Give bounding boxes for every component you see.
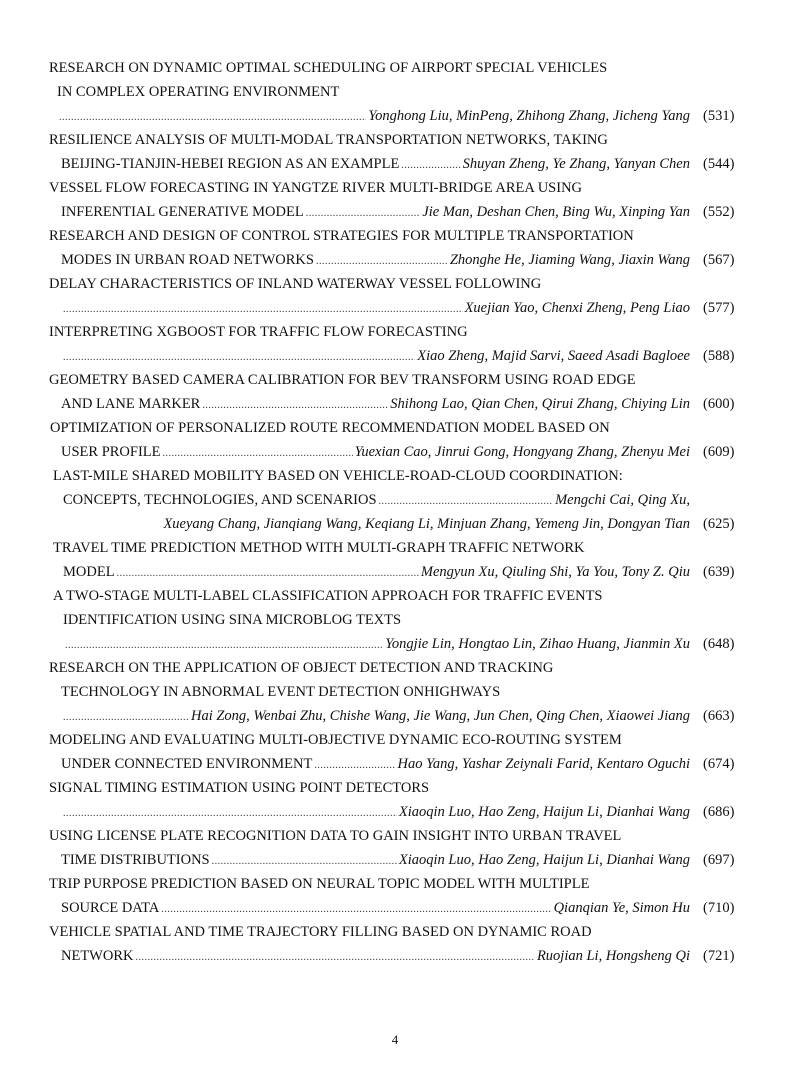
entry-title: USER PROFILE	[61, 444, 161, 460]
leader-dots	[401, 155, 460, 177]
toc-line	[49, 129, 608, 151]
entry-page: (721)	[703, 948, 735, 964]
toc-line	[61, 753, 690, 775]
entry-page: (674)	[703, 756, 735, 772]
entry-page: (710)	[703, 900, 735, 916]
page-number: 4	[391, 1032, 399, 1047]
entry-page: (663)	[703, 708, 735, 724]
toc-line	[49, 177, 582, 199]
entry-page: (625)	[703, 516, 735, 532]
leader-dots	[136, 947, 535, 969]
toc-line	[53, 537, 585, 559]
entry-title: CONCEPTS, TECHNOLOGIES, AND SCENARIOS	[63, 492, 377, 508]
entry-authors: Xiaoqin Luo, Hao Zeng, Haijun Li, Dianhai Wang	[398, 852, 690, 868]
toc-line	[61, 681, 500, 703]
toc-line	[50, 417, 610, 439]
leader-dots	[306, 203, 421, 225]
leader-dots	[65, 635, 383, 657]
leader-dots	[202, 395, 388, 417]
entry-authors: Zhonghe He, Jiaming Wang, Jiaxin Wang	[449, 252, 690, 268]
toc-line	[49, 57, 607, 79]
leader-dots	[163, 443, 353, 465]
entry-authors: Yongjie Lin, Hongtao Lin, Zihao Huang, Jianmin Xu	[385, 636, 690, 652]
toc-line	[133, 513, 690, 535]
toc-line	[49, 225, 634, 247]
toc-line	[61, 945, 690, 967]
leader-dots	[379, 491, 554, 513]
toc-line	[61, 249, 690, 271]
entry-title: LAST-MILE SHARED MOBILITY BASED ON VEHICLE-ROAD-CLOUD COORDINATION:	[53, 468, 623, 484]
toc-line	[49, 729, 622, 751]
leader-dots	[314, 755, 395, 777]
leader-dots	[59, 107, 366, 129]
toc-line	[57, 81, 339, 103]
entry-authors: Jie Man, Deshan Chen, Bing Wu, Xinping Yan	[422, 204, 690, 220]
entry-page: (588)	[703, 348, 735, 364]
entry-authors: Xiao Zheng, Majid Sarvi, Saeed Asadi Bagloee	[417, 348, 690, 364]
entry-title: IN COMPLEX OPERATING ENVIRONMENT	[57, 84, 340, 100]
toc-line	[63, 609, 401, 631]
entry-authors: Mengyun Xu, Qiuling Shi, Ya You, Tony Z. Qiu	[420, 564, 690, 580]
toc-line	[49, 369, 636, 391]
entry-authors: Shihong Lao, Qian Chen, Qirui Zhang, Chiying Lin	[390, 396, 690, 412]
entry-title: TRIP PURPOSE PREDICTION BASED ON NEURAL TOPIC MODEL WITH MULTIPLE	[49, 876, 590, 892]
entry-authors: Yonghong Liu, MinPeng, Zhihong Zhang, Jicheng Yang	[368, 108, 690, 124]
toc-line	[61, 801, 690, 823]
leader-dots	[63, 347, 415, 369]
entry-authors: Ruojian Li, Hongsheng Qi	[536, 948, 690, 964]
entry-page: (648)	[703, 636, 735, 652]
entry-page: (544)	[703, 156, 735, 172]
toc-line	[61, 441, 690, 463]
toc-line	[63, 633, 690, 655]
entry-authors: Hai Zong, Wenbai Zhu, Chishe Wang, Jie Wang, Jun Chen, Qing Chen, Xiaowei Jiang	[190, 708, 690, 724]
entry-title: TECHNOLOGY IN ABNORMAL EVENT DETECTION ONHIGHWAYS	[61, 684, 501, 700]
entry-title: SIGNAL TIMING ESTIMATION USING POINT DETECTORS	[49, 780, 430, 796]
entry-title: RESEARCH ON DYNAMIC OPTIMAL SCHEDULING OF AIRPORT SPECIAL VEHICLES	[49, 60, 608, 76]
entry-authors: Yuexian Cao, Jinrui Gong, Hongyang Zhang, Zhenyu Mei	[354, 444, 690, 460]
entry-title: UNDER CONNECTED ENVIRONMENT	[61, 756, 313, 772]
entry-page: (686)	[703, 804, 735, 820]
entry-title: VEHICLE SPATIAL AND TIME TRAJECTORY FILLING BASED ON DYNAMIC ROAD	[49, 924, 592, 940]
entry-title: MODELING AND EVALUATING MULTI-OBJECTIVE DYNAMIC ECO-ROUTING SYSTEM	[49, 732, 622, 748]
toc-line	[49, 273, 541, 295]
leader-dots	[117, 563, 419, 585]
entry-authors: Hao Yang, Yashar Zeiynali Farid, Kentaro Oguchi	[397, 756, 690, 772]
toc-line	[61, 153, 690, 175]
entry-title: MODEL	[63, 564, 115, 580]
entry-title: USING LICENSE PLATE RECOGNITION DATA TO GAIN INSIGHT INTO URBAN TRAVEL	[49, 828, 622, 844]
leader-dots	[212, 851, 397, 873]
entry-title: OPTIMIZATION OF PERSONALIZED ROUTE RECOMMENDATION MODEL BASED ON	[50, 420, 610, 436]
entry-authors: Shuyan Zheng, Ye Zhang, Yanyan Chen	[462, 156, 690, 172]
entry-title: BEIJING-TIANJIN-HEBEI REGION AS AN EXAMPLE	[61, 156, 400, 172]
toc-line	[61, 393, 690, 415]
entry-title: RESEARCH ON THE APPLICATION OF OBJECT DETECTION AND TRACKING	[49, 660, 554, 676]
entry-page: (697)	[703, 852, 735, 868]
entry-title: VESSEL FLOW FORECASTING IN YANGTZE RIVER MULTI-BRIDGE AREA USING	[49, 180, 583, 196]
toc-line	[49, 657, 553, 679]
entry-page: (600)	[703, 396, 735, 412]
entry-title: NETWORK	[61, 948, 134, 964]
toc-line	[49, 873, 589, 895]
leader-dots	[161, 899, 551, 921]
entry-page: (567)	[703, 252, 735, 268]
entry-title: AND LANE MARKER	[61, 396, 201, 412]
entry-page: (577)	[703, 300, 735, 316]
entry-page: (531)	[703, 108, 735, 124]
entry-title: SOURCE DATA	[61, 900, 160, 916]
entry-title: RESILIENCE ANALYSIS OF MULTI-MODAL TRANSPORTATION NETWORKS, TAKING	[49, 132, 608, 148]
leader-dots	[316, 251, 448, 273]
toc-line	[53, 585, 603, 607]
toc-line	[61, 201, 690, 223]
leader-dots	[63, 707, 189, 729]
entry-page: (639)	[703, 564, 735, 580]
entry-authors: Xueyang Chang, Jianqiang Wang, Keqiang Li, Minjuan Zhang, Yemeng Jin, Dongyan Tian	[163, 516, 690, 532]
entry-title: TRAVEL TIME PREDICTION METHOD WITH MULTI-GRAPH TRAFFIC NETWORK	[53, 540, 585, 556]
entry-title: IDENTIFICATION USING SINA MICROBLOG TEXTS	[63, 612, 402, 628]
entry-title: A TWO-STAGE MULTI-LABEL CLASSIFICATION APPROACH FOR TRAFFIC EVENTS	[53, 588, 603, 604]
entry-title: DELAY CHARACTERISTICS OF INLAND WATERWAY VESSEL FOLLOWING	[49, 276, 542, 292]
toc-line	[61, 849, 690, 871]
toc-line	[63, 489, 690, 511]
entry-authors: Mengchi Cai, Qing Xu,	[555, 492, 690, 508]
entry-title: RESEARCH AND DESIGN OF CONTROL STRATEGIES FOR MULTIPLE TRANSPORTATION	[49, 228, 634, 244]
toc-line	[61, 705, 690, 727]
toc-line	[61, 897, 690, 919]
entry-page: (609)	[703, 444, 735, 460]
toc-line	[49, 321, 468, 343]
entry-title: TIME DISTRIBUTIONS	[61, 852, 210, 868]
leader-dots	[63, 299, 463, 321]
leader-dots	[63, 803, 397, 825]
entry-title: MODES IN URBAN ROAD NETWORKS	[61, 252, 314, 268]
toc-line	[61, 345, 690, 367]
toc-line	[49, 777, 429, 799]
toc-line	[49, 921, 592, 943]
toc-line	[61, 297, 690, 319]
toc-line	[63, 561, 690, 583]
entry-authors: Xuejian Yao, Chenxi Zheng, Peng Liao	[464, 300, 690, 316]
entry-title: INTERPRETING XGBOOST FOR TRAFFIC FLOW FORECASTING	[49, 324, 468, 340]
toc-line	[49, 825, 621, 847]
entry-title: GEOMETRY BASED CAMERA CALIBRATION FOR BEV TRANSFORM USING ROAD EDGE	[49, 372, 636, 388]
toc-line	[57, 105, 690, 127]
entry-title: INFERENTIAL GENERATIVE MODEL	[61, 204, 304, 220]
entry-authors: Qianqian Ye, Simon Hu	[553, 900, 690, 916]
entry-authors: Xiaoqin Luo, Hao Zeng, Haijun Li, Dianhai Wang	[398, 804, 690, 820]
toc-line	[53, 465, 623, 487]
entry-page: (552)	[703, 204, 735, 220]
